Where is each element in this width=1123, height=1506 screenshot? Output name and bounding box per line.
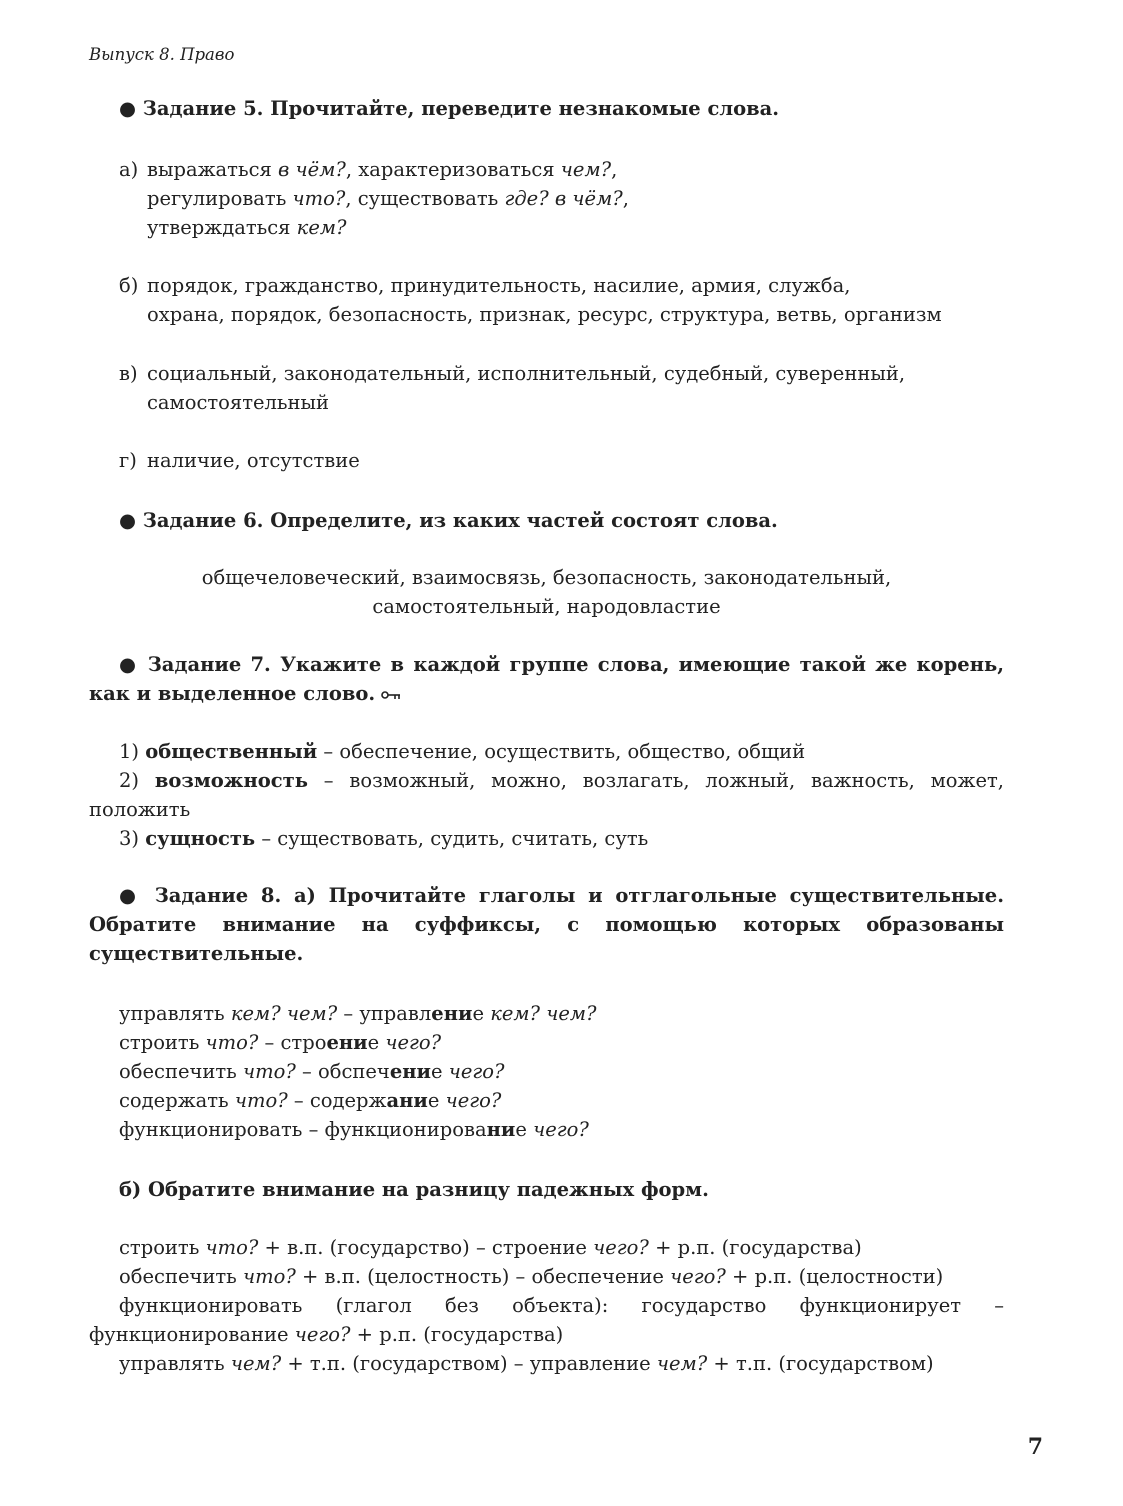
task5-item-b: б) порядок, гражданство, принудительность, насилие, армия, служба, охрана, порядок, безопасность, признак, ресурс, структура, ветвь, организм <box>89 271 1034 329</box>
task5-item-v: в) социальный, законодательный, исполнительный, судебный, суверенный, самостоятельный <box>89 359 1034 417</box>
task8-cases <box>89 1233 1004 1378</box>
task5-title: ● Задание 5. Прочитайте, переведите незнакомые слова. <box>119 97 780 120</box>
task7-title: ● Задание 7. Укажите в каждой группе слова, имеющие такой же корень, как и выделенное слово. <box>89 653 1004 705</box>
task5-a-line2: регулировать что?, существовать где? в чём?, <box>147 187 629 210</box>
task5-item-a <box>89 155 1034 242</box>
task5-a-line1: выражаться в чём?, характеризоваться чем?, <box>147 158 618 181</box>
list-marker: б) <box>119 274 139 297</box>
running-head: Выпуск 8. Право <box>89 45 235 64</box>
list-item: управлять чем? + т.п. (государством) – управление чем? + т.п. (государством) <box>119 1352 934 1375</box>
task8-pairs <box>89 999 1034 1144</box>
task8-title: ● Задание 8. а) Прочитайте глаголы и отглагольные существительные. Обратите внимание на суффиксы, с помощью которых образованы существительные. <box>89 884 1004 965</box>
task7-list <box>89 737 1004 853</box>
list-item: 2) возможность – возможный, можно, возлагать, ложный, важность, может, положить <box>89 769 1004 821</box>
list-item: строить что? – строение чего? <box>119 1031 442 1054</box>
list-item: 3) сущность – существовать, судить, считать, суть <box>119 827 649 850</box>
task6-title: ● Задание 6. Определите, из каких частей состоят слова. <box>119 509 778 532</box>
task5-a-line3: утверждаться кем? <box>147 216 347 239</box>
list-item: функционировать – функционирование чего? <box>119 1118 589 1141</box>
list-item: функционировать (глагол без объекта): государство функционирует – функционирование чего? + р.п. (государства) <box>89 1294 1004 1346</box>
list-item: содержать что? – содержание чего? <box>119 1089 502 1112</box>
list-item: строить что? + в.п. (государство) – строение чего? + р.п. (государства) <box>119 1236 862 1259</box>
key-icon <box>381 690 401 700</box>
list-marker: г) <box>119 449 137 472</box>
list-marker: в) <box>119 362 138 385</box>
list-item: обеспечить что? + в.п. (целостность) – обеспечение чего? + р.п. (целостности) <box>119 1265 944 1288</box>
task6-words: общечеловеческий, взаимосвязь, безопасность, законодательный, самостоятельный, народовластие <box>201 566 892 618</box>
task8-sub-b-title: б) Обратите внимание на разницу падежных форм. <box>119 1178 709 1201</box>
task5-item-g: г) наличие, отсутствие <box>89 446 1034 475</box>
list-item: 1) общественный – обеспечение, осуществить, общество, общий <box>119 740 806 763</box>
page-number: 7 <box>1027 1434 1043 1460</box>
list-item: обеспечить что? – обспечение чего? <box>119 1060 505 1083</box>
list-item: управлять кем? чем? – управление кем? чем? <box>119 1002 597 1025</box>
list-marker: а) <box>119 158 139 181</box>
